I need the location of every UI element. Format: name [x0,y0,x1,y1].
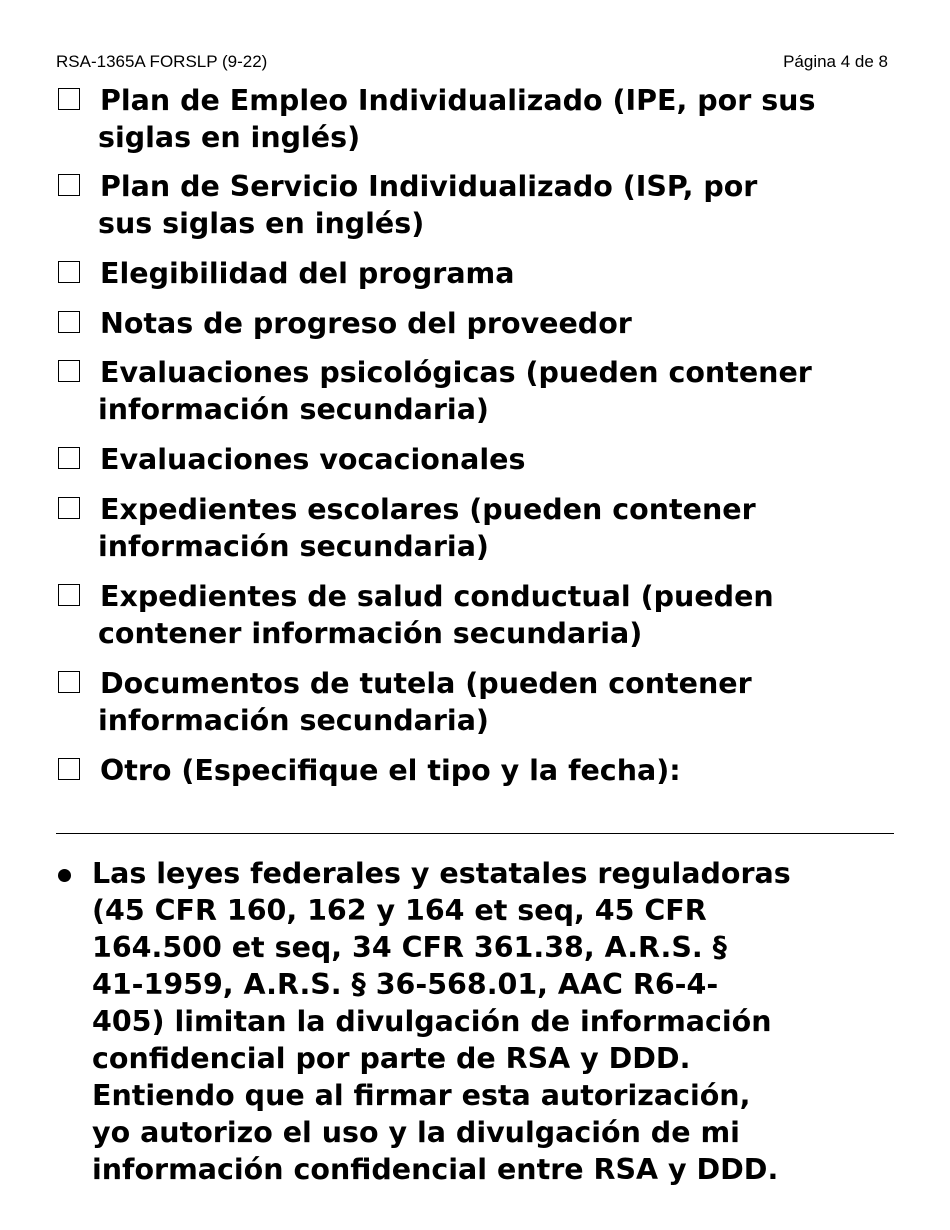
statement-line: 164.500 et seq, 34 CFR 361.38, A.R.S. § [92,931,727,964]
checkbox[interactable] [58,360,80,382]
checklist-item-label: contener información secundaria) [98,617,643,650]
specify-other-line[interactable] [56,833,894,834]
bullet-icon [58,869,71,882]
checkbox[interactable] [58,671,80,693]
statement-line: (45 CFR 160, 162 y 164 et seq, 45 CFR [92,894,707,927]
checklist-item-label: Plan de Servicio Individualizado (ISP, por [100,170,758,203]
checklist-item-label: Evaluaciones vocacionales [100,443,526,476]
authorization-statement [56,855,791,1188]
statement-line: 41-1959, A.R.S. § 36-568.01, AAC R6-4- [92,968,719,1001]
checklist-item [56,305,632,342]
checklist-item-label: información secundaria) [98,393,489,426]
checklist-item [56,752,681,789]
checklist-item-label: sus siglas en inglés) [98,207,425,240]
checklist-item [56,665,752,739]
statement-line: confidencial por parte de RSA y DDD. [92,1042,691,1075]
checkbox[interactable] [58,261,80,283]
checklist-item-label: información secundaria) [98,704,489,737]
statement-line: Entiendo que al firmar esta autorización, [92,1079,751,1112]
checklist-item [56,578,774,652]
checklist-item [56,441,525,478]
checklist-item-label: siglas en inglés) [98,121,361,154]
statement-line: yo autorizo el uso y la divulgación de mi [92,1116,740,1149]
statement-line: 405) limitan la divulgación de información [92,1005,772,1038]
checklist-item-label: información secundaria) [98,530,489,563]
checklist-item-label: Expedientes de salud conductual (pueden [100,580,774,613]
checklist-item [56,354,812,428]
checkbox[interactable] [58,497,80,519]
checklist-item-label: Evaluaciones psicológicas (pueden contener [100,356,812,389]
checklist-item [56,82,815,156]
checklist-item [56,168,757,242]
checklist-item [56,491,756,565]
checklist-item-label: Notas de progreso del proveedor [100,307,632,340]
checkbox[interactable] [58,758,80,780]
statement-line: información confidencial entre RSA y DDD. [92,1153,779,1186]
checkbox[interactable] [58,584,80,606]
checkbox[interactable] [58,88,80,110]
checklist-item-label: Expedientes escolares (pueden contener [100,493,756,526]
statement-line: Las leyes federales y estatales reguladoras [92,857,791,890]
checklist-item [56,255,514,292]
checkbox[interactable] [58,447,80,469]
checkbox[interactable] [58,311,80,333]
checkbox[interactable] [58,174,80,196]
checklist-item-label: Elegibilidad del programa [100,257,515,290]
form-id: RSA-1365A FORSLP (9-22) [56,52,268,71]
checklist-item-label: Plan de Empleo Individualizado (IPE, por sus [100,84,816,117]
checklist-item-label: Documentos de tutela (pueden contener [100,667,752,700]
checklist-item-label: Otro (Especifique el tipo y la fecha): [100,754,681,787]
page-number: Página 4 de 8 [783,52,888,71]
